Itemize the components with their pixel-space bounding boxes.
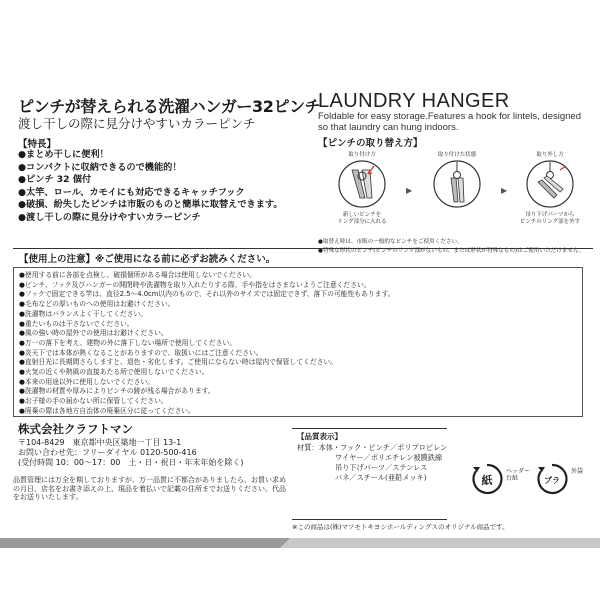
company-name: 株式会社クラフトマン (18, 422, 133, 436)
footer-stripe (0, 538, 600, 548)
pinch-note: ●取替え時は、市販の一般的なピンチをご使用ください。 (318, 239, 463, 245)
caution-box (13, 267, 583, 417)
caution-item: ●廃棄の際は各地方自治体の廃棄区分に従ってください。 (19, 406, 195, 415)
english-description: Foldable for easy storage.Features a hook for lintels, designed so that laundry can hung indoors. (318, 111, 581, 133)
plastic-recycle-icon (535, 462, 569, 496)
caution-item: ●フックで固定できる竿は、直径2.5～4.0cm以内のもので、それ以外のサイズでは固定できず、落下の可能性もあります。 (19, 290, 395, 299)
plastic-recycle-label: 外袋 (571, 468, 584, 475)
company-contact: お問い合わせ先：フリーダイヤル 0120-500-416 (18, 448, 197, 457)
feature-item: ●コンパクトに収納できるので機能的！ (18, 161, 182, 173)
pinch-attach-icon (332, 158, 392, 210)
pinch-note: ●特殊な形状のピンチ(ピンチのリング部がないもの、または形状が特殊なもの)はご使用いただけません。 (318, 248, 585, 254)
quality-heading: 【品質表示】 (297, 432, 342, 441)
material-label: 材質： (297, 443, 319, 452)
caution-item: ●火気の近くや熱風の直接あたる所で使用しないでください。 (19, 368, 209, 377)
pinch-replace-steps (318, 148, 594, 236)
feature-item: ●まとめ干しに便利！ (18, 149, 109, 160)
feature-item: ●破損、紛失したピンチは市販のものと簡単に取替えできます。 (18, 199, 283, 211)
pinch-attached-icon (427, 158, 487, 210)
page-subtitle: 渡し干しの際に見分けやすいカラーピンチ (18, 116, 256, 131)
feature-item: ●ピンチ 32 個付 (18, 174, 92, 186)
paper-glyph: 紙 (481, 474, 493, 487)
feature-item: ●太竿、ロール、カモイにも対応できるキャッチフック (18, 186, 245, 198)
caution-item: ●直射日光に長期間さらしますと、退色・劣化します。ご使用にならない時は屋内で保管してください。 (19, 358, 338, 367)
step-arrow: ▶ (406, 186, 413, 195)
material-line: バネ／スチール(亜鉛メッキ) (335, 473, 427, 482)
features-heading: 【特長】 (18, 139, 57, 150)
caution-heading: 【使用上の注意】※ご使用になる前に必ずお読みください。 (19, 254, 276, 265)
caution-item: ●毛布などの厚いものへの使用はお避けください。 (19, 300, 175, 309)
step-bottom-caption: 吊り下げパーツから ピンチのリング部を外す (519, 212, 581, 225)
caution-item: ●洗濯物はバランスよく干してください。 (19, 309, 148, 318)
step-top-caption: 取り付けた状態 (437, 152, 477, 158)
step-bottom-caption: 新しいピンチを リング部分に入れる (337, 212, 387, 225)
caution-item: ●使用する前に各部を点検し、破損個所がある場合は使用しないでください。 (19, 271, 257, 279)
pinch-replace-heading: 【ピンチの取り替え方】 (318, 138, 423, 149)
page-title: ピンチが替えられる洗濯ハンガー32ピンチ (18, 97, 321, 116)
material-line: ワイヤー／ポリエチレン被膜鉄線 (335, 453, 443, 462)
caution-item: ●ピンチ、フック及びハンガーの開閉時や洗濯物を取り入れたりする際、手や指をはさまないようご注意ください。 (19, 280, 371, 289)
paper-recycle-icon (470, 462, 504, 496)
material-line: 本体・フック・ピンチ／ポリプロピレン (318, 443, 448, 452)
quality-body (297, 443, 447, 483)
caution-item: ●お子様の手の届かない所に保管してください。 (19, 397, 168, 406)
quality-label-box (292, 428, 447, 520)
plastic-recycle-mark (535, 462, 595, 502)
company-address-block (18, 438, 244, 468)
plastic-glyph: プラ (544, 476, 560, 485)
step-top-caption: 取り付け方 (348, 152, 376, 158)
quality-disclaimer: 品質管理には万全を期しておりますが、万一品質に不都合がありましたら、お買い求めの月日、店名をお書き添えの上、現品を着払いで記載の住所までお送りください。代品をお送りいたします。 (13, 476, 286, 502)
caution-item: ●重たいものは干さないでください。 (19, 319, 134, 328)
company-address: 〒104-8429 東京都中央区築地一丁目 13-1 (18, 438, 182, 447)
features-list (18, 149, 308, 225)
material-line: 吊り下げパーツ／ステンレス (335, 463, 428, 472)
caution-item: ●炎天下では本体が熱くなることがありますので、取扱いにはご注意ください。 (19, 348, 263, 357)
company-hours: (受付時間 10：00～17：00 土・日・祝日・年末年始を除く) (18, 458, 244, 467)
feature-item: ●渡し干しの際に見分けやすいカラーピンチ (18, 211, 201, 223)
step-top-caption: 取り外し方 (536, 152, 564, 158)
paper-recycle-label: ヘッダー 台紙 (506, 468, 531, 482)
caution-section (13, 248, 593, 418)
caution-item: ●万一の落下を考え、建物の外に落下しない場所で使用してください。 (19, 338, 237, 347)
english-title: LAUNDRY HANGER (318, 90, 510, 112)
caution-item: ●風の強い時の屋外での使用はお避けください。 (19, 329, 168, 338)
step-detach (506, 148, 594, 236)
caution-item: ●本来の用途以外に使用しないでください。 (19, 377, 155, 386)
step-attached (413, 148, 501, 236)
caution-item: ●洗濯物の材質や厚みによりピンチの跡が残る場合があります。 (19, 387, 215, 396)
step-arrow: ▶ (501, 186, 508, 195)
paper-recycle-mark (470, 462, 530, 502)
step-attach (318, 148, 406, 236)
pinch-detach-icon (520, 158, 580, 210)
original-product-note: ※この商品は(株)マツモトキヨシホールディングスのオリジナル商品です。 (292, 523, 509, 531)
